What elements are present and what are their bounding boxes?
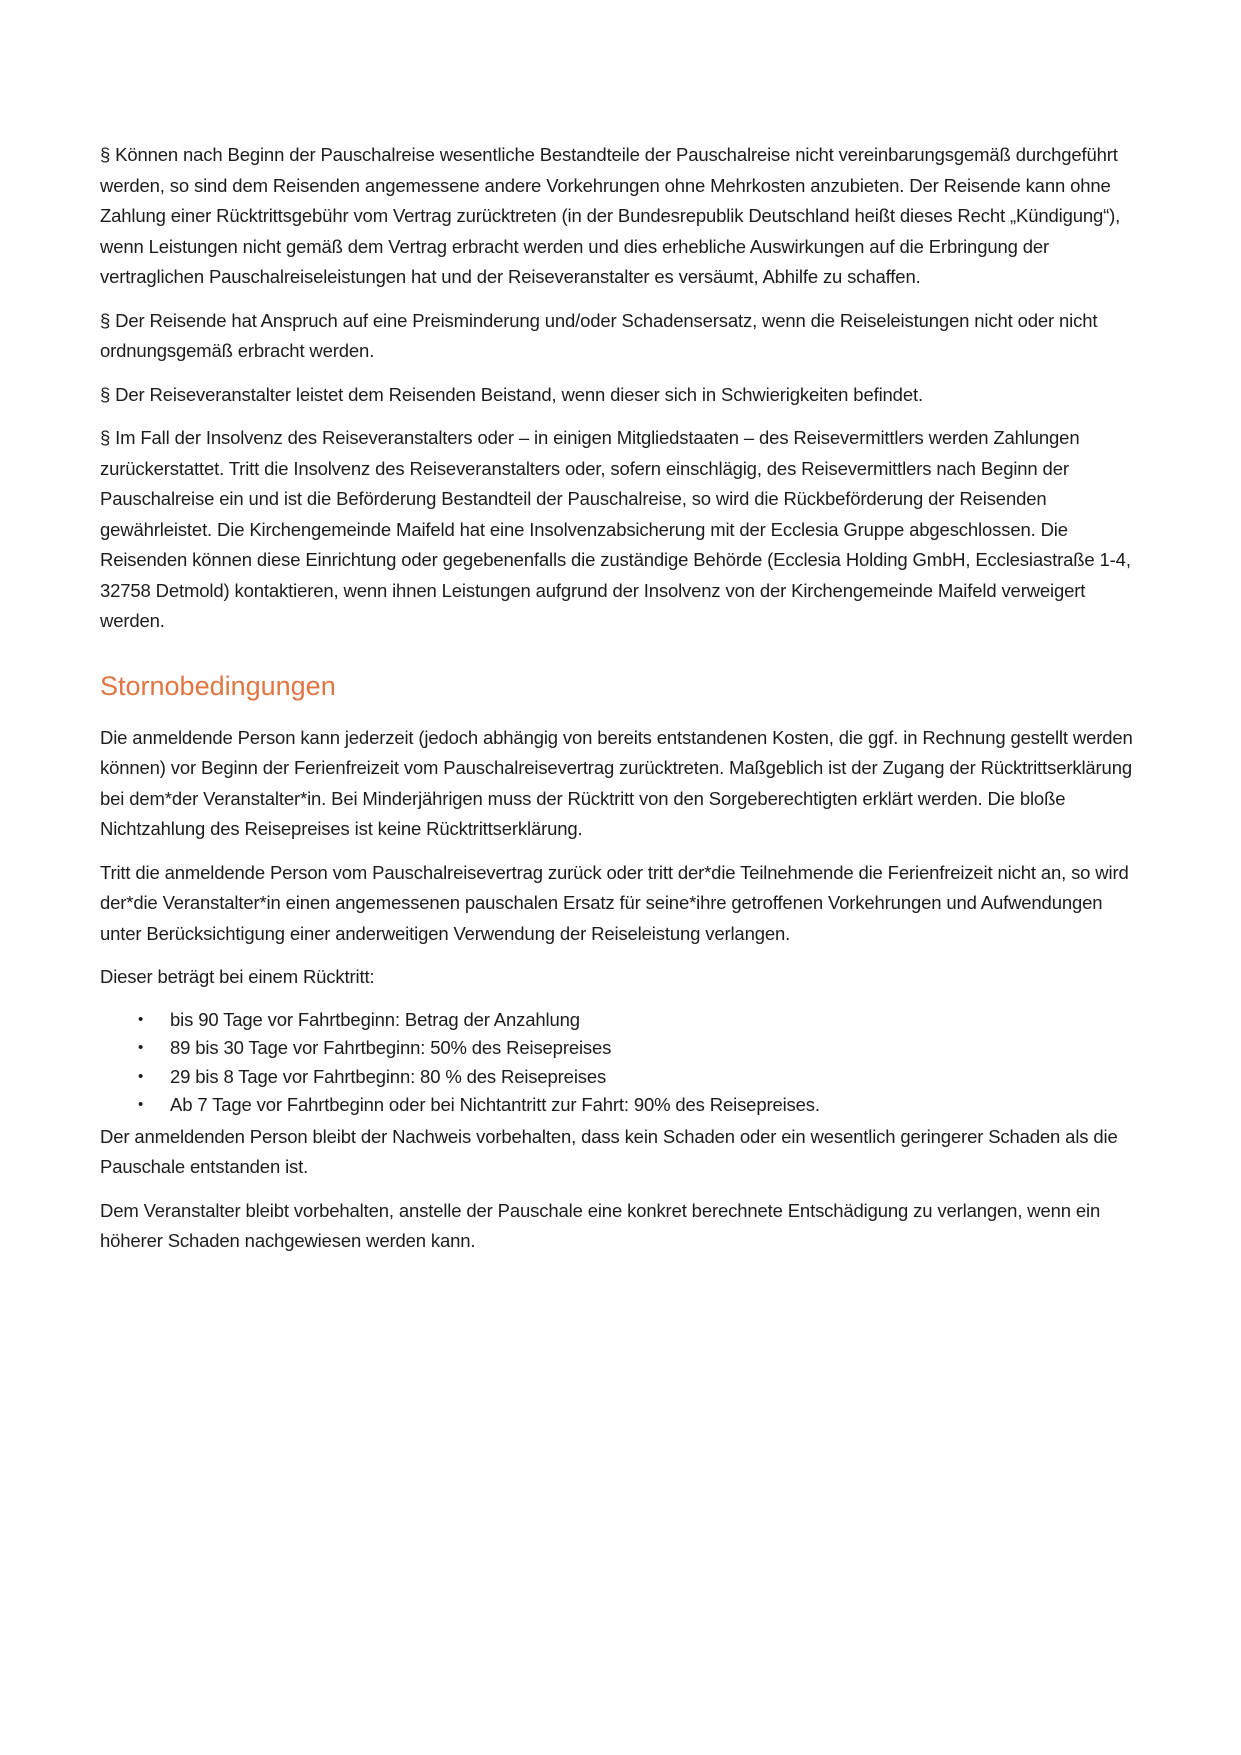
list-item-text: bis 90 Tage vor Fahrtbeginn: Betrag der Anzahlung — [170, 1008, 580, 1030]
section-heading-stornobedingungen: Stornobedingungen — [100, 670, 336, 701]
intro-paragraph-3: § Der Reiseveranstalter leistet dem Reisenden Beistand, wenn dieser sich in Schwierigkeiten befindet. — [100, 383, 923, 405]
storno-paragraph-1: Die anmeldende Person kann jederzeit (jedoch abhängig von bereits entstandenen Kosten, die ggf. in Rechnung gestellt werden können) vor Beginn der Ferienfreizeit vom Pauschalreisevertrag zurücktreten. Maßgeblich ist der Zugang der Rücktrittserklärung bei dem*der Veranstalter*in. Bei Minderjährigen muss der Rücktritt von den Sorgeberechtigten erklärt werden. Die bloße Nichtzahlung des Reisepreises ist keine Rücktrittserklärung. — [100, 726, 1133, 839]
intro-paragraph-1: § Können nach Beginn der Pauschalreise wesentliche Bestandteile der Pauschalreise nicht vereinbarungsgemäß durchgeführt werden, so sind dem Reisenden angemessene andere Vorkehrungen ohne Mehrkosten anzubieten. Der Reisende kann ohne Zahlung einer Rücktrittsgebühr vom Vertrag zurücktreten (in der Bundesrepublik Deutschland heißt dieses Recht „Kündigung“), wenn Leistungen nicht gemäß dem Vertrag erbracht werden und dies erhebliche Auswirkungen auf die Erbringung der vertraglichen Pauschalreiseleistungen hat und der Reiseveranstalter es versäumt, Abhilfe zu schaffen. — [100, 144, 1121, 287]
list-item-text: 89 bis 30 Tage vor Fahrtbeginn: 50% des Reisepreises — [170, 1037, 612, 1058]
list-item — [100, 1091, 1141, 1120]
list-item — [100, 1006, 1141, 1035]
closing-paragraph-1: Der anmeldenden Person bleibt der Nachweis vorbehalten, dass kein Schaden oder ein wesentlich geringerer Schaden als die Pauschale entstanden ist. — [100, 1125, 1118, 1177]
list-item-text: Ab 7 Tage vor Fahrtbeginn oder bei Nichtantritt zur Fahrt: 90% des Reisepreises. — [170, 1094, 820, 1115]
list-item-text: 29 bis 8 Tage vor Fahrtbeginn: 80 % des Reisepreises — [170, 1065, 607, 1087]
bullet-icon: • — [138, 1010, 144, 1028]
storno-paragraph-2: Tritt die anmeldende Person vom Pauschalreisevertrag zurück oder tritt der*die Teilnehmende die Ferienfreizeit nicht an, so wird der*die Veranstalter*in einen angemessenen pauschalen Ersatz für seine*ihre getroffenen Vorkehrungen und Aufwendungen unter Berücksichtigung einer anderweitigen Verwendung der Reiseleistung verlangen. — [100, 861, 1129, 944]
intro-paragraph-2: § Der Reisende hat Anspruch auf eine Preisminderung und/oder Schadensersatz, wenn die Reiseleistungen nicht oder nicht ordnungsgemäß erbracht werden. — [100, 309, 1098, 361]
bullet-icon: • — [138, 1039, 144, 1056]
closing-paragraph-2: Dem Veranstalter bleibt vorbehalten, anstelle der Pauschale eine konkret berechnete Entschädigung zu verlangen, wenn ein höherer Schaden nachgewiesen werden kann. — [100, 1199, 1101, 1251]
storno-list-intro: Dieser beträgt bei einem Rücktritt: — [100, 966, 375, 987]
list-item — [100, 1063, 1141, 1092]
bullet-icon: • — [138, 1067, 144, 1085]
intro-paragraph-4: § Im Fall der Insolvenz des Reiseveranstalters oder – in einigen Mitgliedstaaten – des Reisevermittlers werden Zahlungen zurückerstattet. Tritt die Insolvenz des Reiseveranstalters oder, sofern einschlägig, des Reisevermittlers nach Beginn der Pauschalreise ein und ist die Beförderung Bestandteil der Pauschalreise, so wird die Rückbeförderung der Reisenden gewährleistet. Die Kirchengemeinde Maifeld hat eine Insolvenzabsicherung mit der Ecclesia Gruppe abgeschlossen. Die Reisenden können diese Einrichtung oder gegebenenfalls die zuständige Behörde (Ecclesia Holding GmbH, Ecclesiastraße 1-4, 32758 Detmold) kontaktieren, wenn ihnen Leistungen aufgrund der Insolvenz von der Kirchengemeinde Maifeld verweigert werden. — [100, 427, 1131, 631]
bullet-icon: • — [138, 1096, 144, 1113]
list-item — [100, 1034, 1141, 1063]
cancellation-fee-list — [100, 1006, 1141, 1120]
